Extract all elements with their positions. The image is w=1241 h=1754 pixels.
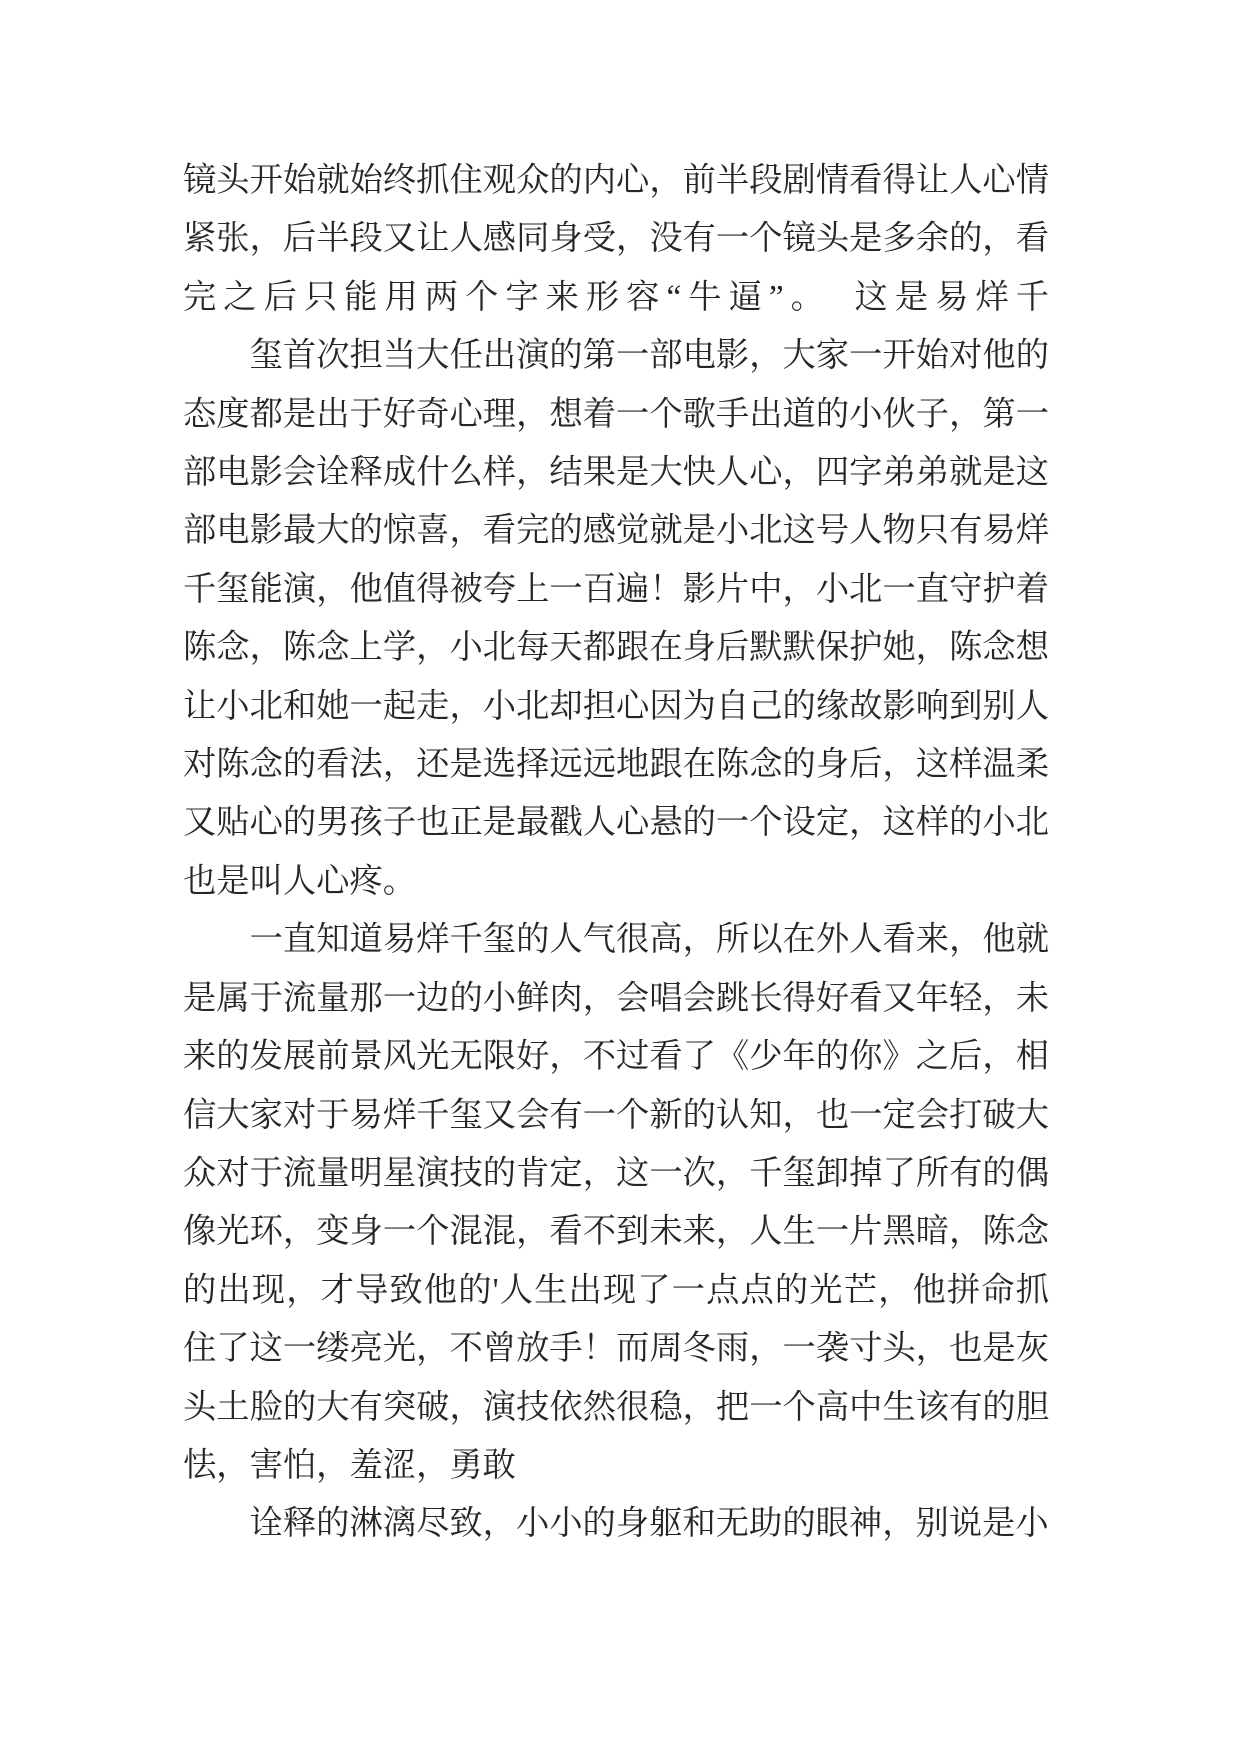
document-text-block (183, 152, 1049, 1554)
paragraph: 镜头开始就始终抓住观众的内心，前半段剧情看得让人心情紧张，后半段又让人感同身受，没有一个镜头是多余的，看完之后只能用两个字来形容“牛逼”。 这是易烊千 (183, 162, 1049, 316)
paragraph: 玺首次担当大任出演的第一部电影，大家一开始对他的态度都是出于好奇心理，想着一个歌手出道的小伙子，第一部电影会诠释成什么样，结果是大快人心，四字弟弟就是这部电影最大的惊喜，看完的感觉就是小北这号人物只有易烊千玺能演，他值得被夸上一百遍！影片中，小北一直守护着陈念，陈念上学，小北每天都跟在身后默默保护她，陈念想让小北和她一起走，小北却担心因为自己的缘故影响到别人对陈念的看法，还是选择远远地跟在陈念的身后，这样温柔又贴心的男孩子也正是最戳人心悬的一个设定，这样的小北也是叫人心疼。 (183, 337, 1049, 900)
paragraph: 诠释的淋漓尽致，小小的身躯和无助的眼神，别说是小 (249, 1505, 1049, 1543)
paragraph: 一直知道易烊千玺的人气很高，所以在外人看来，他就是属于流量那一边的小鲜肉，会唱会跳长得好看又年轻，未来的发展前景风光无限好，不过看了《少年的你》之后，相信大家对于易烊千玺又会有一个新的认知，也一定会打破大众对于流量明星演技的肯定，这一次，千玺卸掉了所有的偶像光环，变身一个混混，看不到未来，人生一片黑暗，陈念的出现，才导致他的'人生出现了一点点的光芒，他拼命抓住了这一缕亮光，不曾放手！而周冬雨，一袭寸头，也是灰头土脸的大有突破，演技依然很稳，把一个高中生该有的胆怯，害怕，羞涩，勇敢 (183, 921, 1049, 1484)
